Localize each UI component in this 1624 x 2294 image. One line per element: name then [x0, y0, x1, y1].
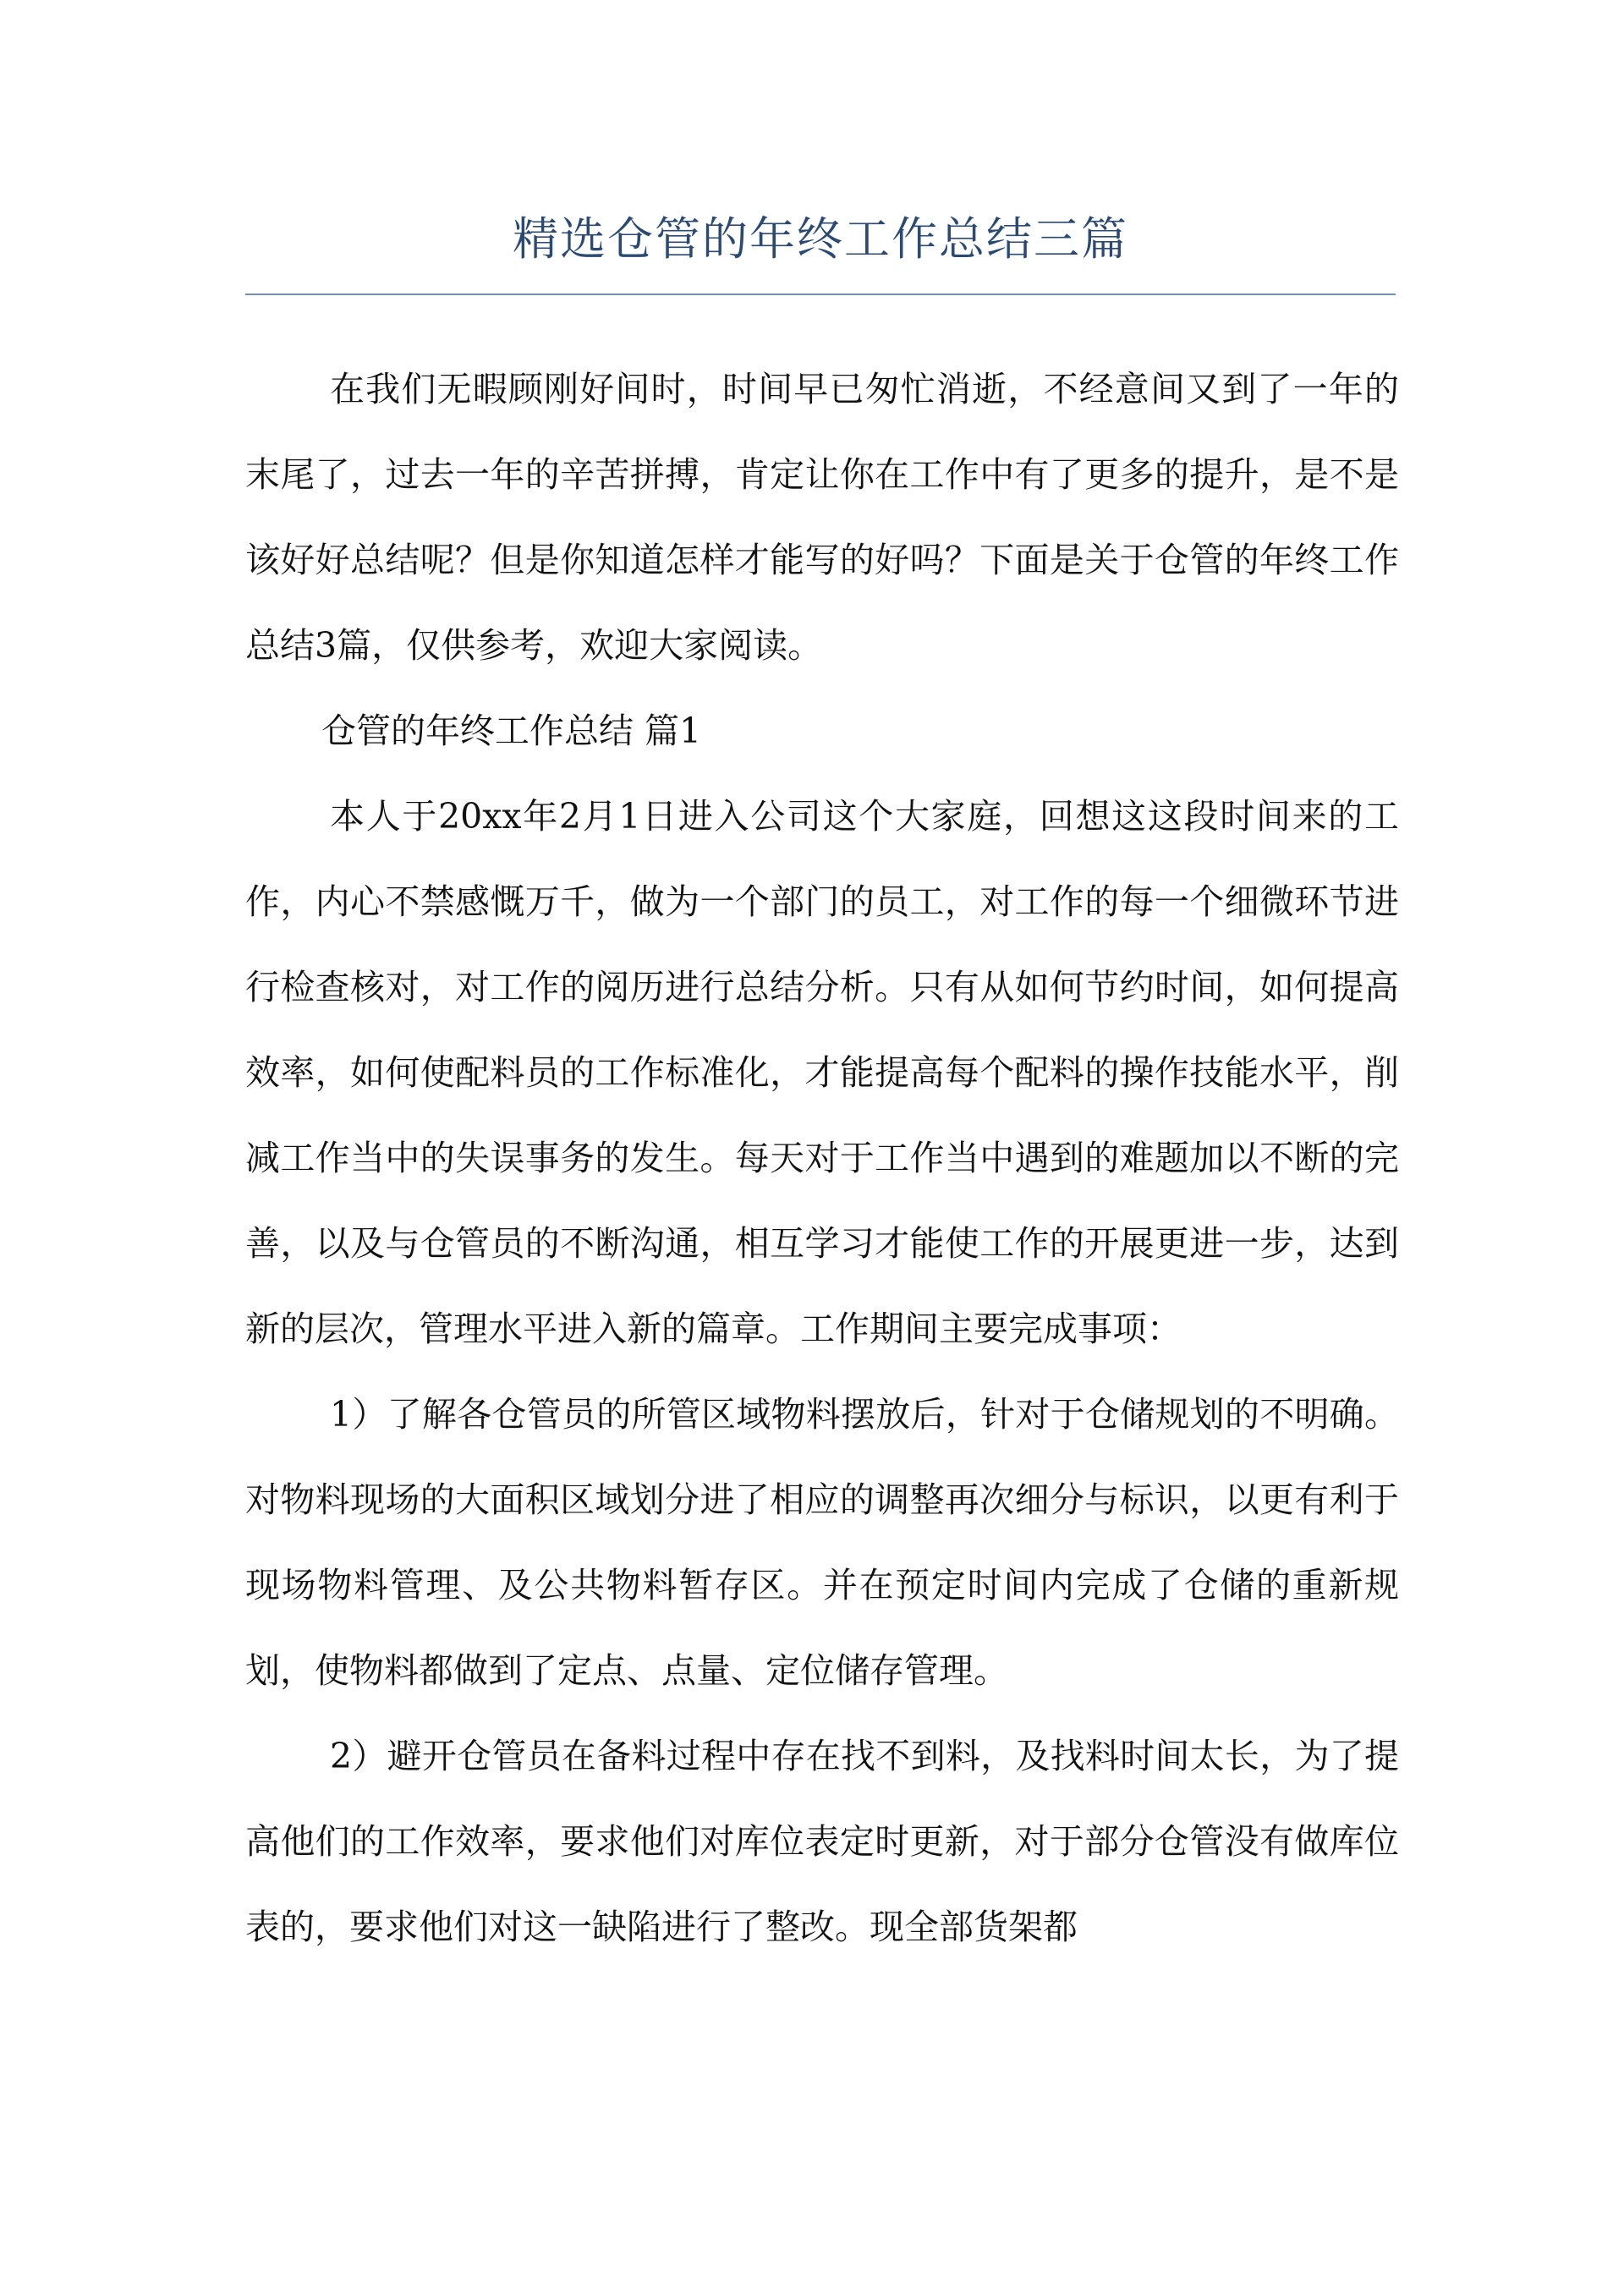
list-item-paragraph: 1）了解各仓管员的所管区域物料摆放后，针对于仓储规划的不明确。对物料现场的大面积区域划分进了相应的调整再次细分与标识，以更有利于现场物料管理、及公共物料暂存区。并在预定时间内完成了仓储的重新规划，使物料都做到了定点、点量、定位储存管理。	[245, 1394, 1399, 1691]
body-paragraph: 本人于20xx年2月1日进入公司这个大家庭，回想这这段时间来的工作，内心不禁感慨万千，做为一个部门的员工，对工作的每一个细微环节进行检查核对，对工作的阅历进行总结分析。只有从如何节约时间，如何提高效率，如何使配料员的工作标准化，才能提高每个配料的操作技能水平，削减工作当中的失误事务的发生。每天对于工作当中遇到的难题加以不断的完善，以及与仓管员的不断沟通，相互学习才能使工作的开展更进一步，达到新的层次，管理水平进入新的篇章。工作期间主要完成事项：	[245, 796, 1399, 1349]
document-title: 精选仓管的年终工作总结三篇	[513, 212, 1128, 266]
list-item-paragraph: 2）避开仓管员在备料过程中存在找不到料，及找料时间太长，为了提高他们的工作效率，要求他们对库位表定时更新，对于部分仓管没有做库位表的，要求他们对这一缺陷进行了整改。现全部货架都	[245, 1736, 1399, 1947]
document-body	[245, 347, 1399, 1970]
section-heading: 仓管的年终工作总结 篇1	[321, 711, 702, 751]
intro-paragraph: 在我们无暇顾刚好间时，时间早已匆忙消逝，不经意间又到了一年的末尾了，过去一年的辛苦拼搏，肯定让你在工作中有了更多的提升，是不是该好好总结呢？但是你知道怎样才能写的好吗？下面是关于仓管的年终工作总结3篇，仅供参考，欢迎大家阅读。	[245, 369, 1399, 666]
title-underline	[245, 294, 1396, 295]
